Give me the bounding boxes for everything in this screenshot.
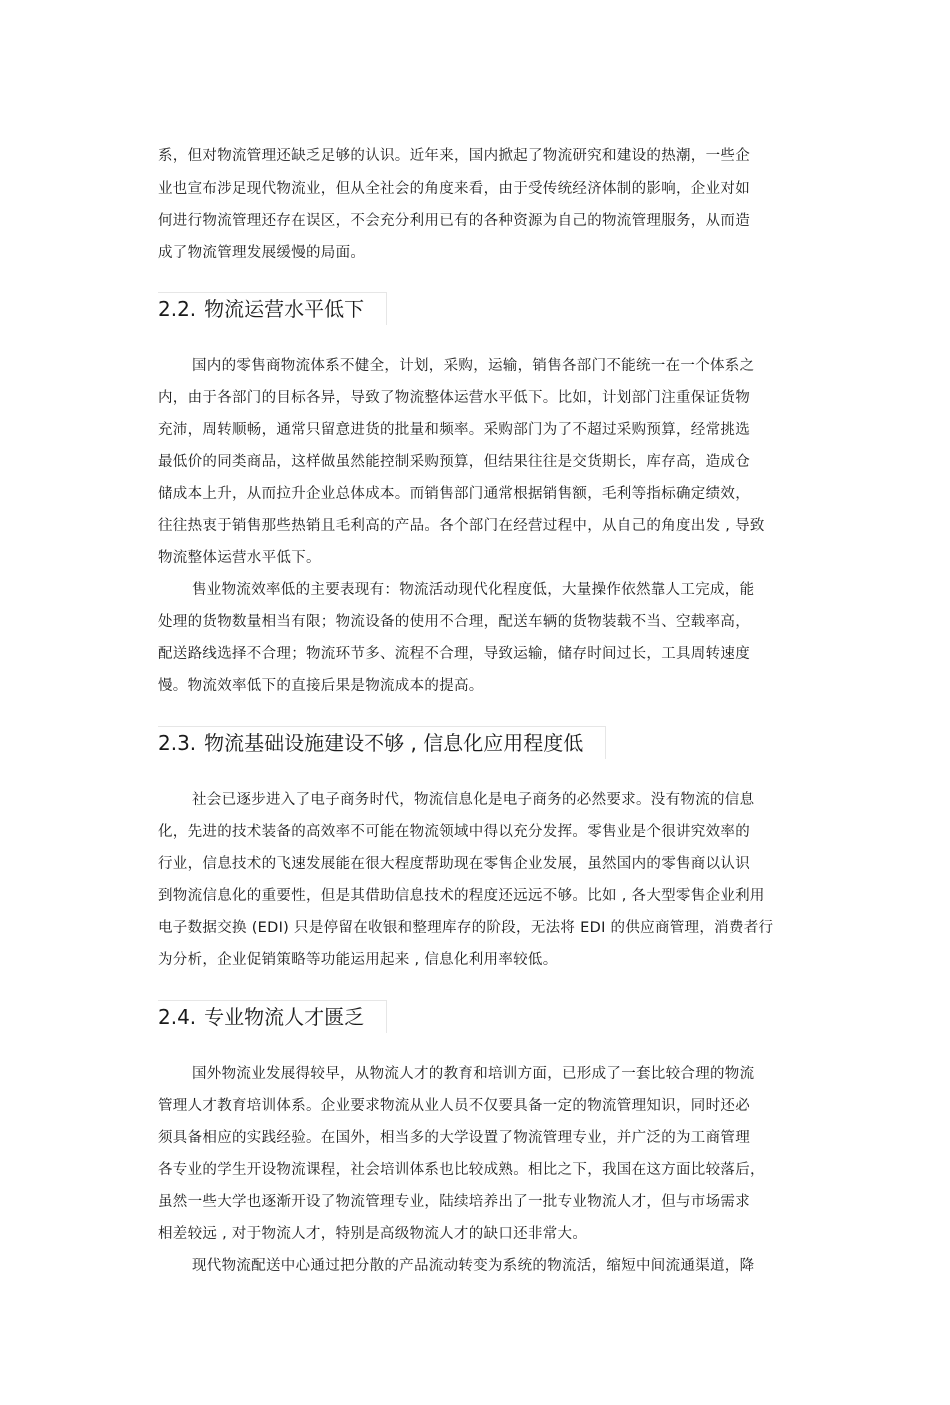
section-title: 专业物流人才匮乏 — [204, 1005, 365, 1029]
paragraph-line: 处理的货物数量相当有限；物流设备的使用不合理，配送车辆的货物装载不当、空载率高， — [158, 614, 750, 630]
paragraph-line: 储成本上升，从而拉升企业总体成本。而销售部门通常根据销售额，毛利等指标确定绩效， — [158, 486, 750, 502]
paragraph-line: 各专业的学生开设物流课程，社会培训体系也比较成熟。相比之下，我国在这方面比较落后， — [158, 1162, 765, 1178]
paragraph-line: 国内的零售商物流体系不健全，计划，采购，运输，销售各部门不能统一在一个体系之 — [192, 358, 755, 374]
paragraph-line: 成了物流管理发展缓慢的局面。 — [158, 245, 366, 261]
paragraph-line: 慢。物流效率低下的直接后果是物流成本的提高。 — [158, 678, 484, 694]
paragraph-line: 现代物流配送中心通过把分散的产品流动转变为系统的物流活，缩短中间流通渠道，降 — [192, 1258, 755, 1274]
paragraph-line: 相差较远 , 对于物流人才，特别是高级物流人才的缺口还非常大。 — [158, 1226, 588, 1242]
paragraph-line: 物流整体运营水平低下。 — [158, 550, 321, 566]
paragraph-line: 电子数据交换 (EDI) 只是停留在收银和整理库存的阶段，无法将 EDI 的供应商管理，消费者行 — [158, 920, 774, 936]
paragraph-line: 社会已逐步进入了电子商务时代，物流信息化是电子商务的必然要求。没有物流的信息 — [192, 792, 755, 808]
paragraph-line: 管理人才教育培训体系。企业要求物流从业人员不仅要具备一定的物流管理知识，同时还必 — [158, 1098, 750, 1114]
section-heading — [158, 726, 606, 759]
paragraph-line: 业也宣布涉足现代物流业，但从全社会的角度来看，由于受传统经济体制的影响，企业对如 — [158, 181, 750, 197]
section-number: 2.3. — [158, 731, 197, 755]
paragraph-line: 化，先进的技术装备的高效率不可能在物流领域中得以充分发挥。零售业是个很讲究效率的 — [158, 824, 750, 840]
section-number: 2.2. — [158, 297, 197, 321]
section-heading — [158, 1000, 387, 1033]
paragraph-line: 内，由于各部门的目标各异，导致了物流整体运营水平低下。比如，计划部门注重保证货物 — [158, 390, 750, 406]
paragraph-line: 到物流信息化的重要性，但是其借助信息技术的程度还远远不够。比如 , 各大型零售企业利用 — [158, 888, 765, 904]
paragraph-line: 往往热衷于销售那些热销且毛利高的产品。各个部门在经营过程中，从自己的角度出发 , 导致 — [158, 518, 765, 534]
paragraph-line: 系，但对物流管理还缺乏足够的认识。近年来，国内掀起了物流研究和建设的热潮，一些企 — [158, 148, 750, 164]
paragraph-line: 国外物流业发展得较早，从物流人才的教育和培训方面，已形成了一套比较合理的物流 — [192, 1066, 755, 1082]
paragraph-line: 须具备相应的实践经验。在国外，相当多的大学设置了物流管理专业，并广泛的为工商管理 — [158, 1130, 750, 1146]
section-title: 物流基础设施建设不够 , 信息化应用程度低 — [204, 731, 584, 755]
paragraph-line: 售业物流效率低的主要表现有：物流活动现代化程度低，大量操作依然靠人工完成，能 — [192, 582, 755, 598]
paragraph-line: 虽然一些大学也逐渐开设了物流管理专业，陆续培养出了一批专业物流人才，但与市场需求 — [158, 1194, 750, 1210]
section-heading — [158, 292, 387, 325]
paragraph-line: 何进行物流管理还存在误区，不会充分利用已有的各种资源为自己的物流管理服务，从而造 — [158, 213, 750, 229]
paragraph-line: 最低价的同类商品，这样做虽然能控制采购预算，但结果往往是交货期长，库存高，造成仓 — [158, 454, 750, 470]
paragraph-line: 配送路线选择不合理；物流环节多、流程不合理，导致运输，储存时间过长，工具周转速度 — [158, 646, 750, 662]
paragraph-line: 行业，信息技术的飞速发展能在很大程度帮助现在零售企业发展，虽然国内的零售商以认识 — [158, 856, 750, 872]
paragraph-line: 充沛，周转顺畅，通常只留意进货的批量和频率。采购部门为了不超过采购预算，经常挑选 — [158, 422, 750, 438]
section-number: 2.4. — [158, 1005, 197, 1029]
paragraph-line: 为分析，企业促销策略等功能运用起来 , 信息化利用率较低。 — [158, 952, 558, 968]
section-title: 物流运营水平低下 — [204, 297, 365, 321]
